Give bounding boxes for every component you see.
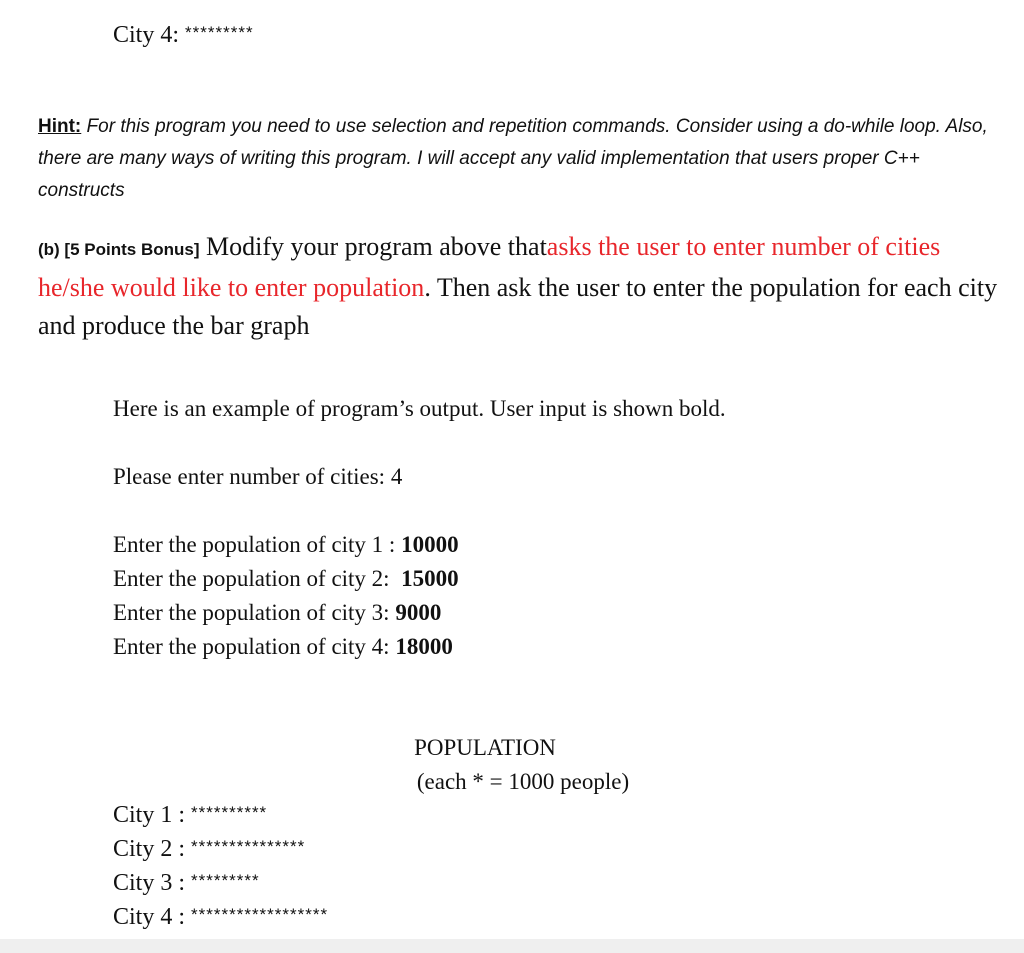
hint-label: Hint: xyxy=(38,116,82,137)
part-b-text-after: . Then ask the user to enter the population for each city and produce the bar graph xyxy=(38,273,998,340)
bar-stars: ********** xyxy=(191,803,268,822)
bar-label: City 4 : xyxy=(113,904,186,930)
population-prompt: Enter the population of city 3: xyxy=(113,600,390,625)
bar-row xyxy=(113,904,328,931)
part-b-paragraph xyxy=(38,228,998,345)
bar-row xyxy=(113,870,260,897)
city-4-top-line xyxy=(113,22,254,49)
bar-stars: ********* xyxy=(191,871,260,890)
population-prompt: Enter the population of city 2: xyxy=(113,566,390,591)
bar-stars: *************** xyxy=(191,837,306,856)
city-4-top-stars: ********* xyxy=(185,23,254,42)
bar-row xyxy=(113,836,305,863)
part-b-label: (b) [5 Points Bonus] xyxy=(38,240,200,259)
population-value: 10000 xyxy=(401,532,459,557)
graph-subtitle: (each * = 1000 people) xyxy=(416,769,630,794)
hint-text: For this program you need to use selection and repetition commands. Consider using a do-while loop. Also, there are many ways of writing this program. I will accept any valid implementation that users proper C++ constructs xyxy=(38,116,988,201)
population-input-line xyxy=(113,566,459,592)
bar-label: City 1 : xyxy=(113,802,186,828)
population-prompt: Enter the population of city 4: xyxy=(113,634,390,659)
population-value: 18000 xyxy=(395,634,453,659)
city-4-top-label: City 4: xyxy=(113,22,180,48)
bar-stars: ****************** xyxy=(191,905,329,924)
population-input-line xyxy=(113,634,453,660)
population-input-line xyxy=(113,532,459,558)
part-b-highlight: asks the user to enter number of cities he/she would like to enter population xyxy=(38,232,941,302)
page-bottom-shade xyxy=(0,939,1024,953)
bar-label: City 2 : xyxy=(113,836,186,862)
population-value: 15000 xyxy=(401,566,459,591)
cities-prompt: Please enter number of cities: 4 xyxy=(113,464,403,489)
part-b-text-before: Modify your program above that xyxy=(205,232,547,261)
population-input-line xyxy=(113,600,441,626)
bar-label: City 3 : xyxy=(113,870,186,896)
graph-title: POPULATION xyxy=(414,735,556,760)
population-value: 9000 xyxy=(395,600,442,625)
bar-row xyxy=(113,802,267,829)
population-prompt: Enter the population of city 1 : xyxy=(113,532,396,557)
example-intro: Here is an example of program’s output. User input is shown bold. xyxy=(113,396,726,421)
hint-paragraph xyxy=(38,111,998,207)
